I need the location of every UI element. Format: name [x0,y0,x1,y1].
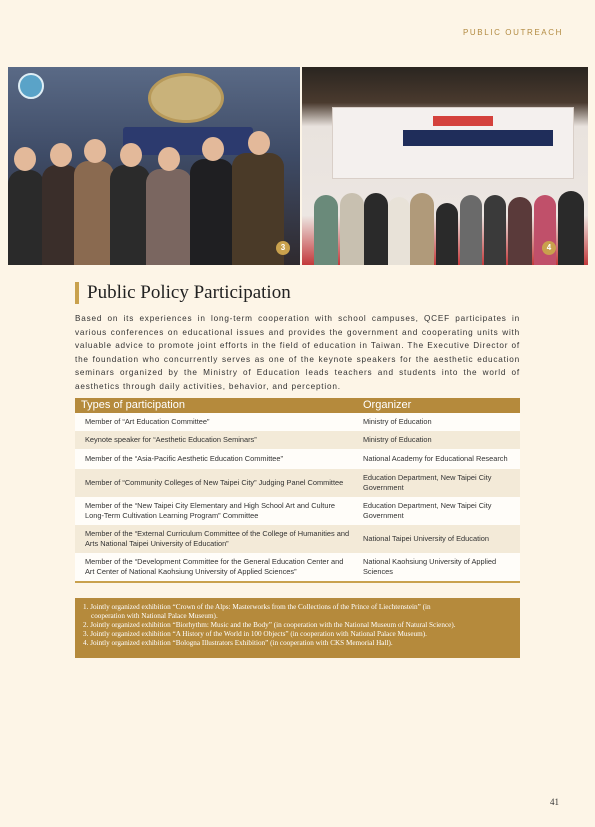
table-row [75,469,520,497]
table-row [75,413,520,431]
photo-number-4: 4 [542,241,556,255]
section-heading [75,282,291,304]
group-of-people [8,145,300,265]
caption-4: 4. Jointly organized exhibition “Bologna Illustrators Exhibition” (in cooperation with CKS Memorial Hall). [83,639,393,648]
cell-organizer: Ministry of Education [363,435,432,445]
cell-type: Member of the “External Curriculum Committee of the College of Humanities and Arts National Taipei University of Education” [85,529,350,548]
table-body [75,413,520,581]
cell-organizer: National Kaohsiung University of Applied Sciences [363,557,497,576]
cell-organizer: Ministry of Education [363,417,432,427]
photo-strip [8,67,588,265]
cell-type: Keynote speaker for “Aesthetic Education Seminars” [85,435,257,445]
cell-organizer: Education Department, New Taipei City Government [363,501,492,520]
page-number: 41 [550,797,559,807]
cell-organizer: National Academy for Educational Research [363,454,508,464]
participation-table [75,398,520,583]
cell-type: Member of the “New Taipei City Elementary and High School Art and Culture Long-Term Cultivation Learning Program” Committee [85,501,336,520]
photo-number-3: 3 [276,241,290,255]
caption-1-cont: cooperation with National Palace Museum). [91,612,218,621]
table-row [75,431,520,449]
intro-paragraph: Based on its experiences in long-term cooperation with school campuses, QCEF participates in various conferences on educational issues and provides the government and cooperating units with valuable advice to promote joint efforts in the field of education in Taiwan. The Executive Director of the foundation who concurrently serves as one of the keynote speakers for the aesthetic education seminars organized by the Ministry of Education leads teachers and students into the world of aesthetics through daily activities, behavior, and perception. [75,314,520,391]
astrolabe-icon [148,73,224,123]
cell-type: Member of “Art Education Committee” [85,417,210,427]
section-label: PUBLIC OUTREACH [462,28,563,37]
title-accent-bar [75,282,79,304]
table-bottom-rule [75,581,520,583]
table-header [75,398,520,413]
event-photo-3 [8,67,300,265]
header-types: Types of participation [81,399,185,411]
cell-organizer: Education Department, New Taipei City Government [363,473,492,492]
cell-organizer: National Taipei University of Education [363,534,489,544]
table-row [75,497,520,525]
caption-1: 1. Jointly organized exhibition “Crown of the Alps: Masterworks from the Collections of the Prince of Liechtenstein” (in [83,603,431,611]
event-photo-4 [302,67,588,265]
header-organizer: Organizer [363,399,412,411]
section-title: Public Policy Participation [87,282,291,303]
cell-type: Member of the “Development Committee for the General Education Center and Art Center of National Kaohsiung University of Applied Sciences” [85,557,344,576]
caption-2: 2. Jointly organized exhibition “Biorhythm: Music and the Body” (in cooperation with the National Museum of Natural Science). [83,621,456,630]
table-row [75,449,520,469]
caption-3: 3. Jointly organized exhibition “A History of the World in 100 Objects” (in cooperation with National Palace Museum). [83,630,427,639]
table-row [75,553,520,581]
logo-icon [18,73,44,99]
cell-type: Member of the “Asia-Pacific Aesthetic Education Committee” [85,454,283,464]
photo-captions [75,598,520,658]
cell-type: Member of “Community Colleges of New Taipei City” Judging Panel Committee [85,478,344,488]
table-row [75,525,520,553]
